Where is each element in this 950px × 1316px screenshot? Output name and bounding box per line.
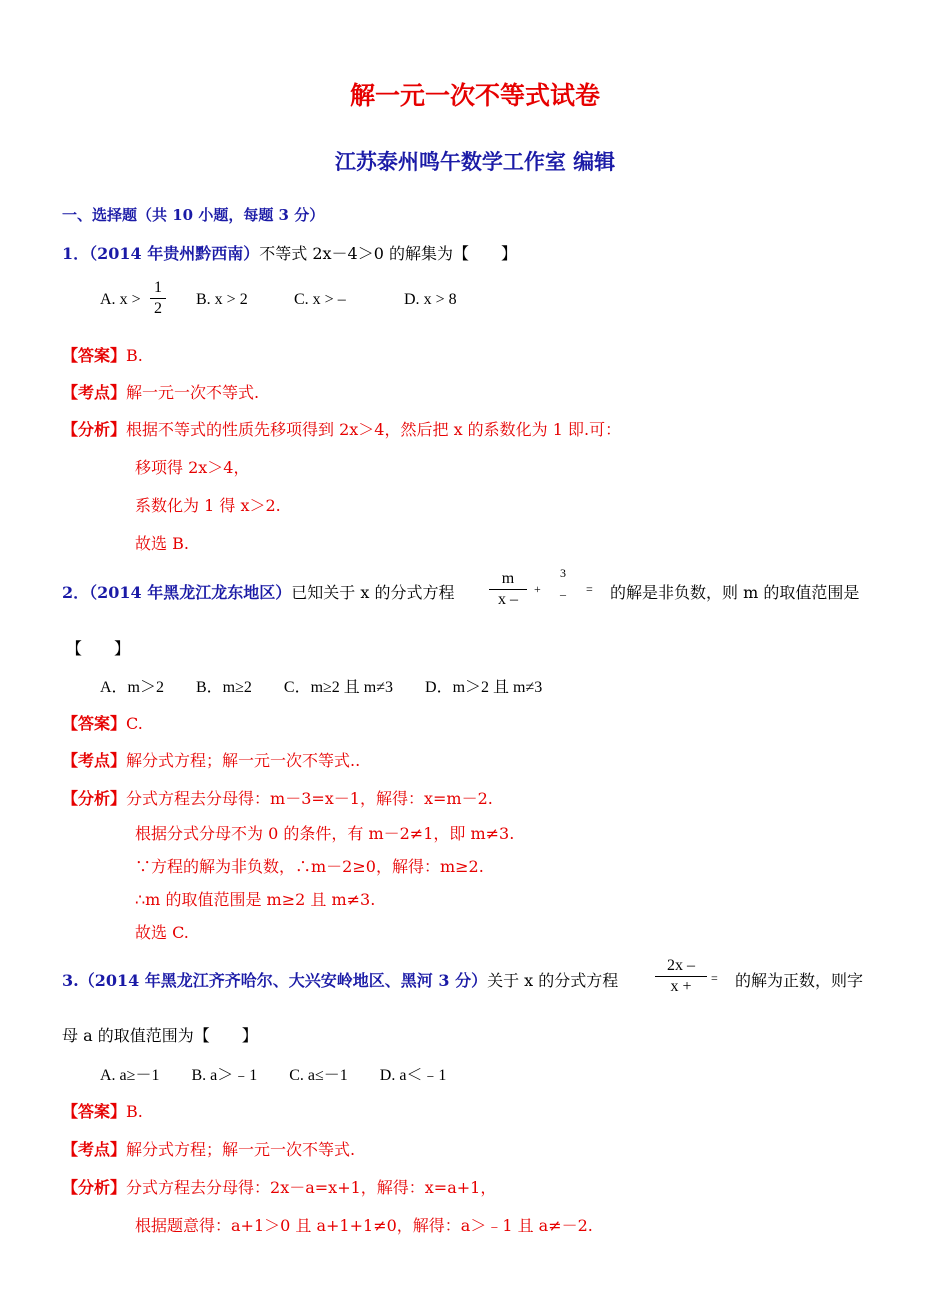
fraction-denominator: 2 <box>154 300 162 317</box>
option-label: C. <box>294 291 309 308</box>
question-source: （2014 年黑龙江齐齐哈尔、大兴安岭地区、黑河 3 分） <box>78 971 488 990</box>
analysis-line: 故选 C. <box>135 923 189 942</box>
equals-sign: = <box>711 971 718 985</box>
analysis-label: 【分析】 <box>62 1178 127 1197</box>
fraction-bar <box>150 298 166 299</box>
question-text-continued: 的解为正数，则字 <box>735 971 864 990</box>
fraction-numerator: m <box>501 570 515 587</box>
q1-point <box>62 380 259 403</box>
option-a-fraction <box>150 279 166 318</box>
fraction-bar <box>655 976 707 977</box>
option-expression: x > – <box>312 291 346 308</box>
plus-sign: + <box>534 582 541 596</box>
question-3-stem <box>62 968 618 991</box>
page-subtitle: 江苏泰州鸣午数学工作室 编辑 <box>334 149 616 174</box>
analysis-line: 分式方程去分母得：m－3=x－1，解得：x=m－2. <box>126 789 493 808</box>
analysis-line: ∵方程的解为非负数，∴m－2≥0，解得：m≥2. <box>135 857 484 876</box>
answer-value: B. <box>126 346 143 365</box>
question-number: 1． <box>62 244 90 263</box>
question-number: 2． <box>62 583 90 602</box>
q2-fraction-2 <box>552 566 574 602</box>
answer-label: 【答案】 <box>62 346 127 365</box>
point-value: 解分式方程；解一元一次不等式. <box>126 1140 356 1159</box>
q1-analysis <box>62 417 621 440</box>
q3-options: A. a≥－1 B. a＞﹣1 C. a≤－1 D. a＜﹣1 <box>100 1067 447 1084</box>
point-value: 解一元一次不等式. <box>126 383 260 402</box>
option-expression: x > 8 <box>423 291 457 308</box>
option-b <box>196 291 248 309</box>
answer-value: B. <box>126 1102 143 1121</box>
answer-bracket: 【 】 <box>66 639 131 658</box>
question-text-line-2: 母 a 的取值范围为【 】 <box>62 1026 258 1045</box>
question-source: （2014 年贵州黔西南） <box>89 244 260 263</box>
point-label: 【考点】 <box>62 383 127 402</box>
fraction-numerator: 1 <box>154 279 162 296</box>
fraction-numerator: 2x – <box>667 957 695 974</box>
option-expression: x > 2 <box>214 291 248 308</box>
option-a <box>100 291 141 309</box>
section-heading: 一、选择题（共 10 小题，每题 3 分） <box>62 206 325 224</box>
point-label: 【考点】 <box>62 751 127 770</box>
q3-fraction <box>655 957 707 996</box>
analysis-line: 根据题意得：a+1＞0 且 a+1+1≠0，解得：a＞﹣1 且 a≠－2. <box>135 1216 593 1235</box>
analysis-line: 分式方程去分母得：2x－a=x+1，解得：x=a+1， <box>126 1178 497 1197</box>
question-number: 3. <box>62 971 79 990</box>
answer-label: 【答案】 <box>62 714 127 733</box>
question-1-stem <box>62 241 517 264</box>
q2-options: A．m＞2 B．m≥2 C．m≥2 且 m≠3 D．m＞2 且 m≠3 <box>100 679 543 696</box>
point-value: 解分式方程；解一元一次不等式.. <box>126 751 361 770</box>
point-label: 【考点】 <box>62 1140 127 1159</box>
q1-answer <box>62 343 143 366</box>
analysis-line: 故选 B. <box>135 534 189 553</box>
option-label: D. <box>404 291 420 308</box>
q3-analysis <box>62 1175 496 1198</box>
analysis-line: ∴m 的取值范围是 m≥2 且 m≠3. <box>135 890 376 909</box>
analysis-label: 【分析】 <box>62 420 127 439</box>
question-source: （2014 年黑龙江龙东地区） <box>89 583 292 602</box>
fraction-denominator: x + <box>670 978 692 995</box>
q2-point <box>62 748 360 771</box>
question-text-continued: 的解是非负数，则 m 的取值范围是 <box>610 583 860 602</box>
q2-fraction-1 <box>489 570 527 609</box>
fraction-bar <box>552 582 574 586</box>
answer-value: C. <box>126 714 143 733</box>
q3-point <box>62 1137 355 1160</box>
analysis-line: 根据分式分母不为 0 的条件，有 m－2≠1，即 m≠3. <box>135 824 515 843</box>
analysis-label: 【分析】 <box>62 789 127 808</box>
answer-label: 【答案】 <box>62 1102 127 1121</box>
question-text: 不等式 2x－4＞0 的解集为【 】 <box>259 244 517 263</box>
option-c <box>294 291 346 309</box>
option-label: A. <box>100 291 116 308</box>
equals-sign: = <box>586 582 593 596</box>
q2-answer <box>62 711 143 734</box>
fraction-denominator: x – <box>498 591 518 608</box>
fraction-bar <box>489 589 527 590</box>
option-label: B. <box>196 291 211 308</box>
analysis-line: 移项得 2x＞4， <box>135 458 250 477</box>
page-title: 解一元一次不等式试卷 <box>349 81 600 110</box>
q2-analysis <box>62 786 493 809</box>
fraction-denominator: – <box>560 587 566 601</box>
question-text: 关于 x 的分式方程 <box>487 971 619 990</box>
option-expression: x > <box>119 291 141 308</box>
analysis-line: 系数化为 1 得 x＞2. <box>135 496 281 515</box>
analysis-line: 根据不等式的性质先移项得到 2x＞4，然后把 x 的系数化为 1 即.可： <box>126 420 622 439</box>
fraction-numerator: 3 <box>560 566 566 580</box>
option-d <box>404 291 457 309</box>
q3-answer <box>62 1099 143 1122</box>
question-text: 已知关于 x 的分式方程 <box>291 583 455 602</box>
question-2-stem <box>62 580 454 603</box>
